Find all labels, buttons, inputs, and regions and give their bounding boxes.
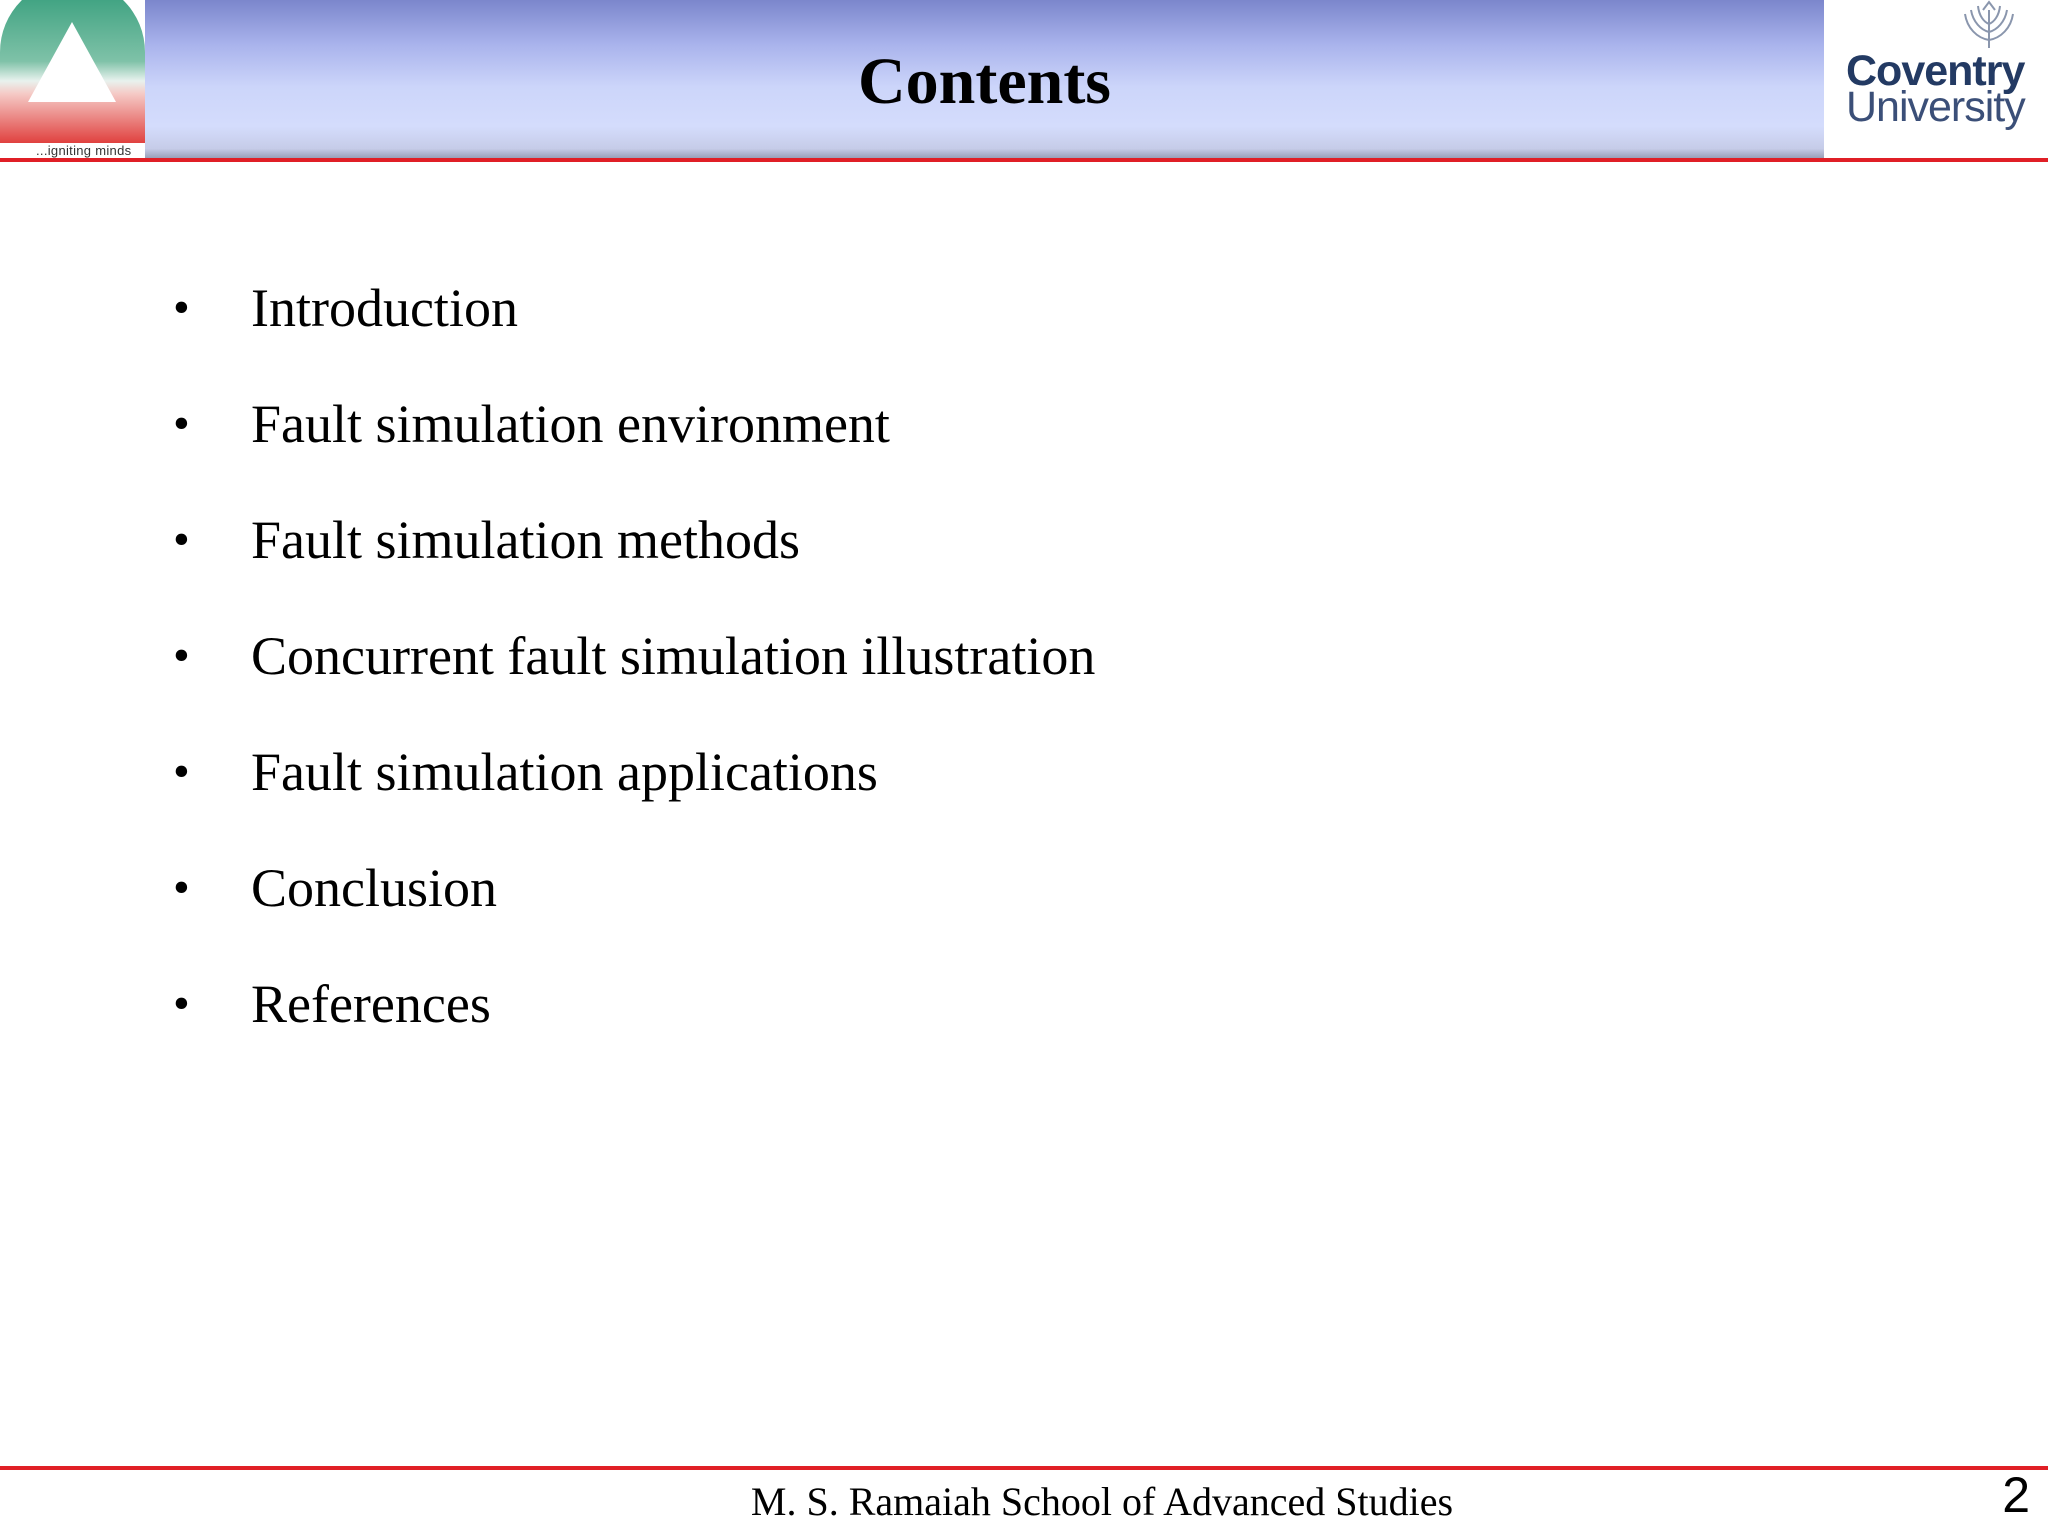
coventry-logo <box>1824 0 2048 158</box>
ramaiah-logo <box>0 0 145 158</box>
header-divider <box>0 158 2048 162</box>
page-number: 2 <box>2002 1467 2030 1523</box>
list-item <box>0 500 1400 580</box>
coventry-wordmark-line2: University <box>1846 83 2025 131</box>
bullet-icon: • <box>173 281 190 334</box>
list-item-label: Fault simulation applications <box>251 742 878 802</box>
list-item-label: Introduction <box>251 278 518 338</box>
list-item <box>0 384 1400 464</box>
list-item <box>0 964 1400 1044</box>
coventry-crest-icon <box>1959 0 2019 50</box>
bullet-icon: • <box>173 977 190 1030</box>
list-item <box>0 616 1400 696</box>
list-item-label: Fault simulation environment <box>251 394 890 454</box>
list-item-label: Concurrent fault simulation illustration <box>251 626 1096 686</box>
bullet-icon: • <box>173 861 190 914</box>
list-item <box>0 268 1400 348</box>
list-item <box>0 732 1400 812</box>
bullet-icon: • <box>173 513 190 566</box>
coventry-wordmark-line1: Coventry <box>1846 47 2025 95</box>
list-item-label: Conclusion <box>251 858 498 918</box>
footer-divider <box>0 1466 2048 1470</box>
bullet-icon: • <box>173 397 190 450</box>
footer-institution: M. S. Ramaiah School of Advanced Studies <box>750 1479 1454 1524</box>
list-item-label: Fault simulation methods <box>251 510 800 570</box>
ramaiah-tagline: ...igniting minds <box>36 143 132 158</box>
list-item <box>0 848 1400 928</box>
bullet-icon: • <box>173 629 190 682</box>
ramaiah-logo-mark <box>0 0 145 158</box>
list-item-label: References <box>251 974 491 1034</box>
slide-title: Contents <box>857 45 1111 118</box>
bullet-icon: • <box>173 745 190 798</box>
